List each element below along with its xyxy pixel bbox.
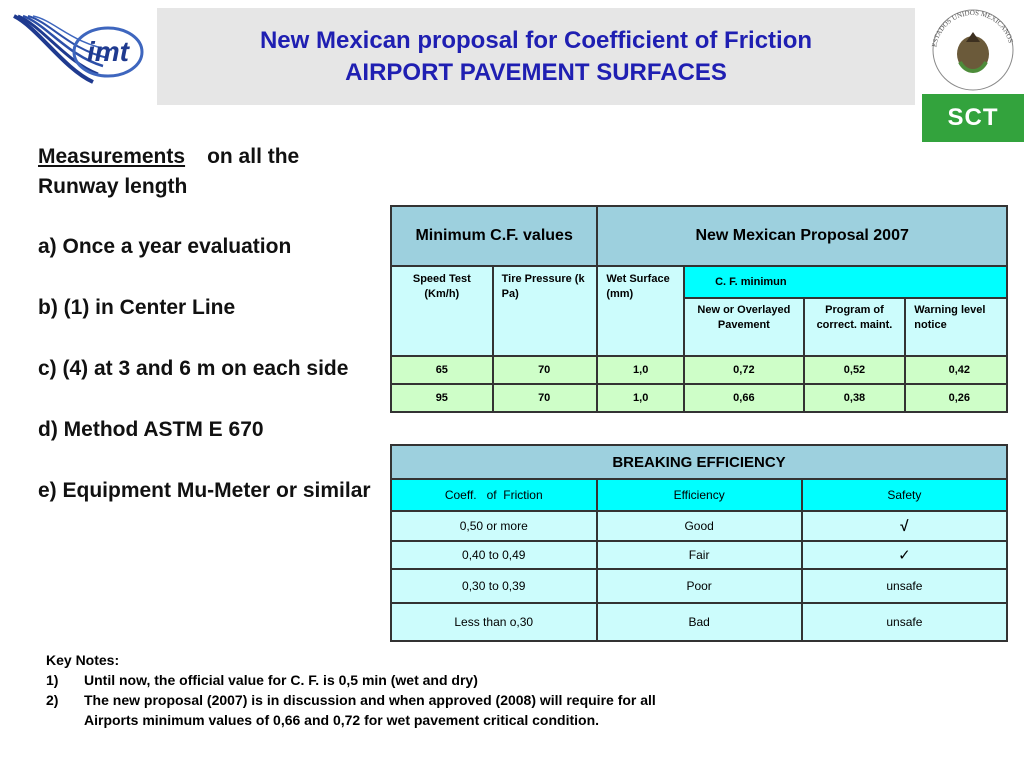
notes-title: Key Notes:	[46, 652, 120, 668]
cell: Poor	[597, 569, 802, 603]
slide-subtitle: AIRPORT PAVEMENT SURFACES	[345, 58, 727, 86]
list-item: a) Once a year evaluation	[38, 235, 292, 258]
header-proposal: New Mexican Proposal 2007	[597, 206, 1007, 266]
sct-logo: SCT	[922, 94, 1024, 142]
measurements-list	[38, 142, 383, 537]
cell: 0,50 or more	[391, 511, 597, 541]
header-min-cf: Minimum C.F. values	[391, 206, 597, 266]
note-item	[46, 690, 746, 730]
cell: 70	[493, 384, 598, 412]
cell: 0,26	[905, 384, 1007, 412]
breaking-efficiency-table	[390, 444, 1008, 642]
cell: 0,40 to 0,49	[391, 541, 597, 569]
cell: Bad	[597, 603, 802, 641]
cell: 70	[493, 356, 598, 384]
list-item: c) (4) at 3 and 6 m on each side	[38, 357, 349, 380]
list-item: b) (1) in Center Line	[38, 296, 236, 319]
friction-values-table	[390, 205, 1008, 413]
cell: Fair	[597, 541, 802, 569]
cell: Less than o,30	[391, 603, 597, 641]
cell: 65	[391, 356, 493, 384]
mexican-seal-icon	[922, 2, 1024, 94]
cell: 0,30 to 0,39	[391, 569, 597, 603]
col-wet-surface: Wet Surface (mm)	[597, 266, 684, 356]
cell: 1,0	[597, 356, 684, 384]
table-row	[391, 511, 1007, 541]
cell: 95	[391, 384, 493, 412]
col-coeff-friction: Coeff. of Friction	[391, 479, 597, 511]
list-item: d) Method ASTM E 670	[38, 418, 264, 441]
cell: 0,66	[684, 384, 804, 412]
title-band	[157, 8, 915, 105]
table-row	[391, 356, 1007, 384]
svg-text:ESTADOS UNIDOS MEXICANOS: ESTADOS UNIDOS MEXICANOS	[930, 8, 1015, 48]
col-warning-level: Warning level notice	[905, 298, 1007, 356]
cell: Good	[597, 511, 802, 541]
col-speed-test: Speed Test (Km/h)	[391, 266, 493, 356]
list-item: e) Equipment Mu-Meter or similar	[38, 479, 371, 502]
breaking-efficiency-title: BREAKING EFFICIENCY	[391, 445, 1007, 479]
cell: 1,0	[597, 384, 684, 412]
key-notes	[46, 650, 746, 730]
col-efficiency: Efficiency	[597, 479, 802, 511]
note-text: The new proposal (2007) is in discussion and when approved (2008) will require for all Airports minimum values of 0,66 and 0,72 for wet pavement critical condition.	[84, 692, 656, 728]
cf-minimum-header: C. F. minimun	[684, 266, 1007, 298]
measurements-text: on all the Runway length	[38, 145, 300, 198]
note-text: Until now, the official value for C. F. is 0,5 min (wet and dry)	[84, 672, 478, 688]
note-number: 2)	[46, 692, 59, 708]
col-new-overlayed: New or Overlayed Pavement	[684, 298, 804, 356]
measurements-label: Measurements	[38, 145, 186, 168]
cell: 0,42	[905, 356, 1007, 384]
col-safety: Safety	[802, 479, 1007, 511]
svg-text:imt: imt	[87, 36, 129, 67]
slide-title: New Mexican proposal for Coefficient of Friction	[259, 26, 813, 54]
cell: 0,38	[804, 384, 906, 412]
table-row	[391, 569, 1007, 603]
cell: unsafe	[802, 603, 1007, 641]
cell: 0,52	[804, 356, 906, 384]
checkmark-icon: ✓	[802, 541, 1007, 569]
cell: unsafe	[802, 569, 1007, 603]
table-row	[391, 384, 1007, 412]
note-item	[46, 670, 746, 690]
col-program-maint: Program of correct. maint.	[804, 298, 906, 356]
cell: 0,72	[684, 356, 804, 384]
col-tire-pressure: Tire Pressure (k Pa)	[493, 266, 598, 356]
imt-logo	[8, 8, 153, 93]
check-icon: √	[802, 511, 1007, 541]
measurements-heading	[38, 142, 383, 202]
note-number: 1)	[46, 672, 59, 688]
table-row	[391, 541, 1007, 569]
table-row	[391, 603, 1007, 641]
